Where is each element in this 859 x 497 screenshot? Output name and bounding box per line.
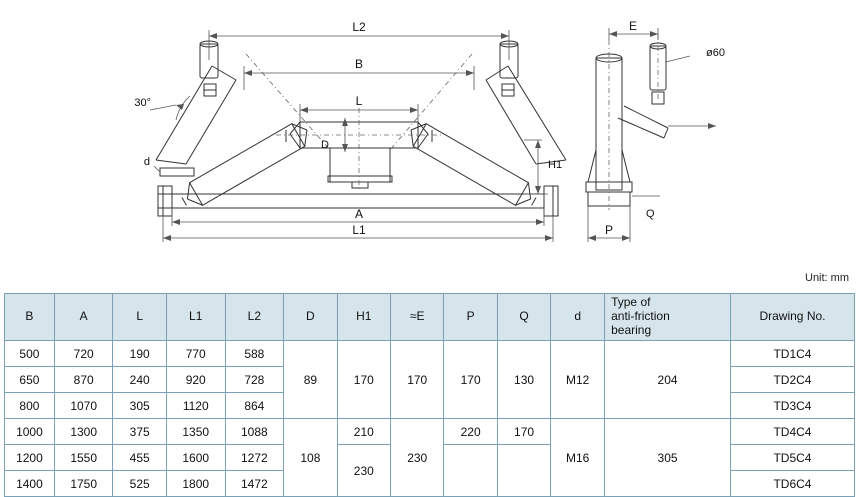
cell-bearing: 204 — [605, 341, 731, 419]
table-body — [5, 341, 855, 497]
cell-l2: 588 — [225, 341, 284, 367]
cell-p: 220 — [444, 419, 497, 445]
cell-e: 230 — [391, 419, 444, 497]
label-L1: L1 — [352, 223, 366, 237]
table-header-row — [5, 294, 855, 341]
cell-d-thread: M16 — [551, 419, 605, 497]
cell-l: 240 — [113, 367, 166, 393]
cell-l2: 1088 — [225, 419, 284, 445]
header-bearing-type — [605, 294, 731, 341]
cell-drawing: TD1C4 — [730, 341, 854, 367]
cell-l: 455 — [113, 445, 166, 471]
header-a: A — [54, 294, 113, 341]
label-L2: L2 — [352, 20, 366, 34]
cell-e: 170 — [391, 341, 444, 419]
label-D: D — [321, 139, 329, 151]
base-frame — [172, 194, 544, 208]
header-bearing-line3: bearing — [611, 322, 652, 337]
label-H1: H1 — [548, 159, 563, 171]
right-roller — [413, 124, 528, 206]
cell-h1: 170 — [337, 341, 390, 419]
header-drawing-no: Drawing No. — [730, 294, 854, 341]
cell-q: 170 — [497, 419, 550, 445]
cell-d: 89 — [284, 341, 337, 419]
label-L: L — [355, 94, 363, 108]
left-roller — [190, 124, 305, 206]
cell-l1: 1800 — [166, 471, 225, 497]
label-diameter-60: ø60 — [706, 47, 725, 59]
cell-a: 1300 — [54, 419, 113, 445]
table-row — [5, 419, 855, 445]
cell-b: 500 — [5, 341, 55, 367]
cell-a: 870 — [54, 367, 113, 393]
cell-l2: 1472 — [225, 471, 284, 497]
cell-l1: 1600 — [166, 445, 225, 471]
table-row — [5, 341, 855, 367]
cell-l2: 728 — [225, 367, 284, 393]
header-p: P — [444, 294, 497, 341]
cell-d: 108 — [284, 419, 337, 497]
cell-bearing: 305 — [605, 419, 731, 497]
mounting-plate — [160, 168, 194, 176]
cell-l2: 864 — [225, 393, 284, 419]
header-h1: H1 — [337, 294, 390, 341]
cell-drawing: TD2C4 — [730, 367, 854, 393]
cell-a: 720 — [54, 341, 113, 367]
cell-l2: 1272 — [225, 445, 284, 471]
cell-drawing: TD6C4 — [730, 471, 854, 497]
label-d: d — [143, 156, 150, 168]
header-bearing-line2: anti-friction — [611, 309, 670, 324]
cell-l1: 770 — [166, 341, 225, 367]
label-P: P — [604, 223, 614, 237]
center-pedestal — [328, 176, 392, 182]
cell-h1: 210 — [337, 419, 390, 445]
cell-l1: 1120 — [166, 393, 225, 419]
cell-l: 190 — [113, 341, 166, 367]
label-A: A — [354, 207, 364, 221]
cell-drawing: TD3C4 — [730, 393, 854, 419]
specification-table — [4, 293, 855, 497]
header-l2: L2 — [225, 294, 284, 341]
right-frame-end — [544, 186, 558, 216]
cell-b: 1000 — [5, 419, 55, 445]
header-l1: L1 — [166, 294, 225, 341]
cell-b: 1400 — [5, 471, 55, 497]
cell-l: 525 — [113, 471, 166, 497]
cell-drawing: TD5C4 — [730, 445, 854, 471]
cell-a: 1550 — [54, 445, 113, 471]
label-angle: 30° — [134, 97, 151, 109]
header-d: D — [284, 294, 337, 341]
header-e: ≈E — [391, 294, 444, 341]
header-l: L — [113, 294, 166, 341]
cell-p: 170 — [444, 341, 497, 419]
cell-b: 1200 — [5, 445, 55, 471]
cell-l1: 1350 — [166, 419, 225, 445]
header-d-thread: d — [551, 294, 605, 341]
header-q: Q — [497, 294, 550, 341]
cell-a: 1750 — [54, 471, 113, 497]
cell-p — [444, 445, 497, 497]
cell-h1: 230 — [337, 445, 390, 497]
label-B: B — [354, 57, 364, 71]
cell-l1: 920 — [166, 367, 225, 393]
header-bearing-line1: Type of — [611, 295, 651, 310]
header-b: B — [5, 294, 55, 341]
cell-b: 650 — [5, 367, 55, 393]
cell-q: 130 — [497, 341, 550, 419]
center-pedestal-foot — [352, 182, 368, 188]
cell-q — [497, 445, 550, 497]
cell-drawing: TD4C4 — [730, 419, 854, 445]
cell-d-thread: M12 — [551, 341, 605, 419]
label-E: E — [628, 19, 638, 33]
left-frame-end — [158, 186, 172, 216]
unit-note: Unit: mm — [805, 272, 849, 284]
cell-b: 800 — [5, 393, 55, 419]
cell-l: 375 — [113, 419, 166, 445]
label-Q: Q — [646, 208, 655, 220]
cell-a: 1070 — [54, 393, 113, 419]
cell-l: 305 — [113, 393, 166, 419]
